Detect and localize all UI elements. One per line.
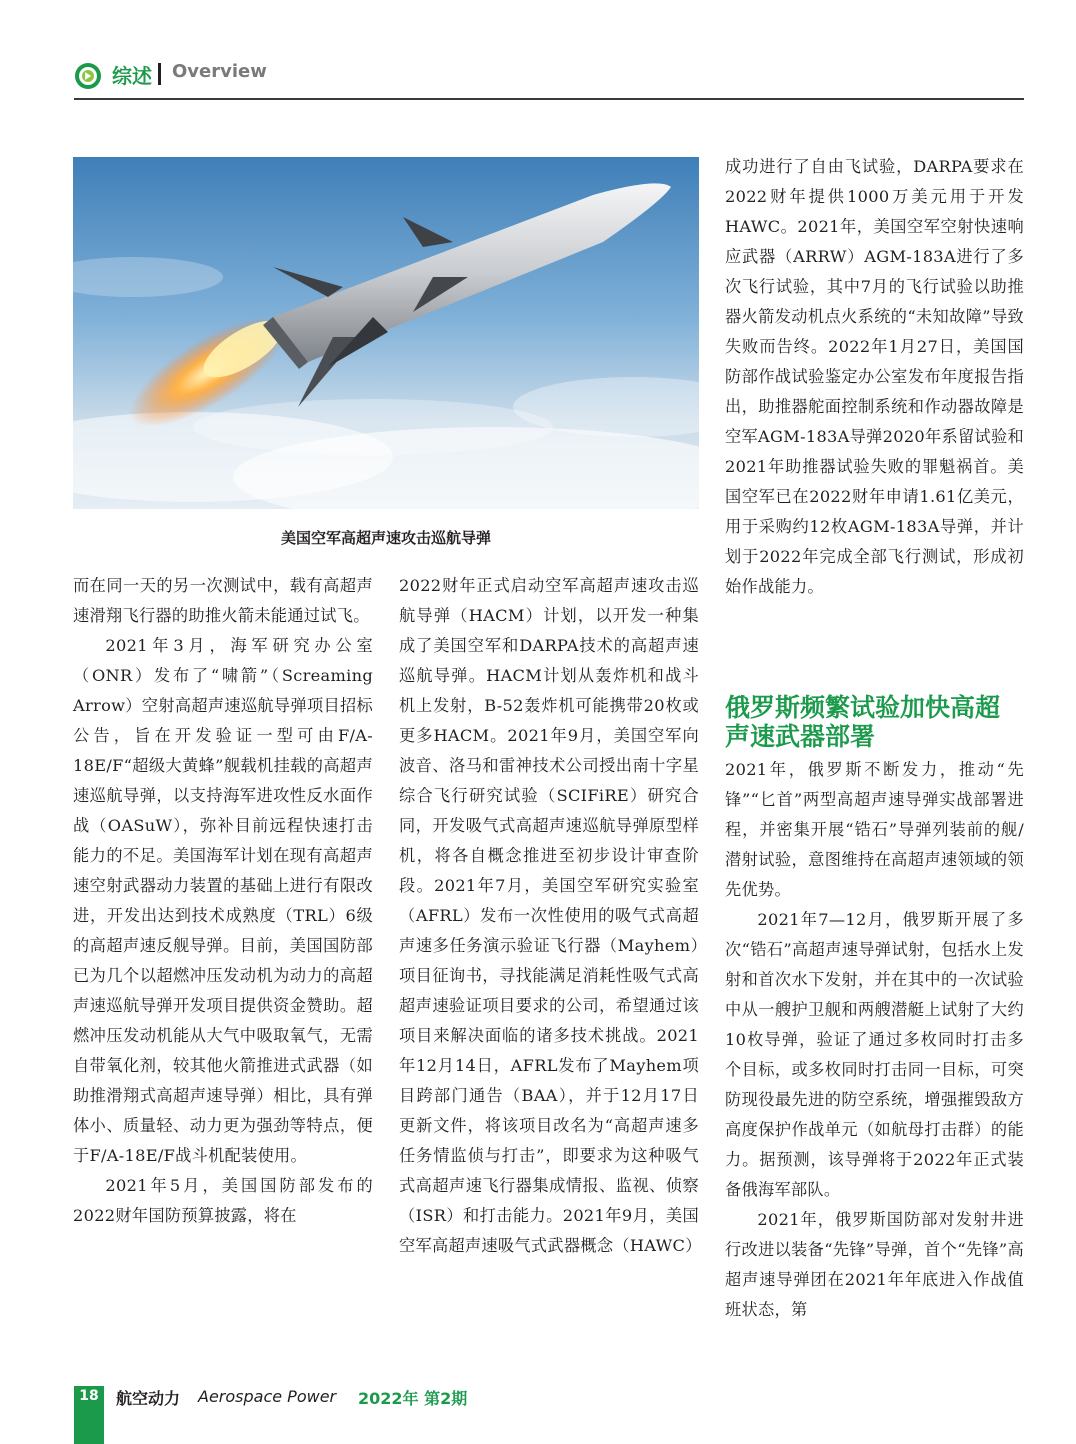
section-heading: 俄罗斯频繁试验加快高超声速武器部署 xyxy=(725,693,1001,751)
paragraph: 2021年，俄罗斯国防部对发射井进行改进以装备“先锋”导弹，首个“先锋”高超声速导弹团在2021年年底进入作战值班状态，第 xyxy=(725,1210,1024,1319)
paragraph: 而在同一天的另一次测试中，载有高超声速滑翔飞行器的助推火箭未能通过试飞。 xyxy=(73,576,373,625)
text-column-3-bottom xyxy=(725,755,1024,1325)
section-name-cn: 综述 xyxy=(112,64,152,88)
text-column-2 xyxy=(399,571,702,1261)
paragraph: 2022财年正式启动空军高超声速攻击巡航导弹（HACM）计划，以开发一种集成了美国空军和DARPA技术的高超声速巡航导弹。HACM计划从轰炸机和战斗机上发射，B-52轰炸机可能携带20枚或更多HACM。2021年9月，美国空军向波音、洛马和雷神技术公司授出南十字星综合飞行研究试验（SCIFiRE）研究合同，开发吸气式高超声速巡航导弹原型样机，将各自概念推进至初步设计审查阶段。2021年7月，美国空军研究实验室（AFRL）发布一次性使用的吸气式高超声速多任务演示验证飞行器（Mayhem）项目征询书，寻找能满足消耗性吸气式高超声速验证项目要求的公司，希望通过该项目来解决面临的诸多技术挑战。2021年12月14日，AFRL发布了Mayhem项目跨部门通告（BAA），并于12月17日更新文件，将该项目改名为“高超声速多任务情监侦与打击”，即要求为这种吸气式高超声速飞行器集成情报、监视、侦察（ISR）和打击能力。2021年9月，美国空军高超声速吸气式武器概念（HAWC） xyxy=(399,576,702,1255)
text-column-1 xyxy=(73,571,373,1231)
missile-illustration xyxy=(73,157,699,509)
paragraph: 2021年5月，美国国防部发布的2022财年国防预算披露，将在 xyxy=(73,1176,373,1225)
header-separator xyxy=(158,63,161,85)
journal-name-en: Aerospace Power xyxy=(198,1387,337,1406)
page-header xyxy=(74,58,1024,98)
paragraph: 2021年3月，海军研究办公室（ONR）发布了“啸箭”（Screaming Arrow）空射高超声速巡航导弹项目招标公告，旨在开发验证一型可由F/A-18E/F“超级大黄蜂”舰载机挂载的高超声速巡航导弹，以支持海军进攻性反水面作战（OASuW），弥补目前远程快速打击能力的不足。美国海军计划在现有高超声速空射武器动力装置的基础上进行有限改进，开发出达到技术成熟度（TRL）6级的高超声速反舰导弹。目前，美国国防部已为几个以超燃冲压发动机为动力的高超声速巡航导弹开发项目提供资金赞助。超燃冲压发动机能从大气中吸取氧气，无需自带氧化剂，较其他火箭推进式武器（如助推滑翔式高超声速导弹）相比，具有弹体小、质量轻、动力更为强劲等特点，便于F/A-18E/F战斗机配装使用。 xyxy=(73,636,373,1165)
paragraph: 2021年，俄罗斯不断发力，推动“先锋”“匕首”两型高超声速导弹实战部署进程，并密集开展“锆石”导弹列装前的舰/潜射试验，意图维持在高超声速领域的领先优势。 xyxy=(725,760,1024,899)
journal-name-cn: 航空动力 xyxy=(116,1389,181,1408)
section-logo-icon xyxy=(74,62,102,90)
missile-photo xyxy=(73,157,699,509)
section-name-en: Overview xyxy=(172,61,267,82)
paragraph: 成功进行了自由飞试验，DARPA要求在2022财年提供1000万美元用于开发HAWC。2021年，美国空军空射快速响应武器（ARRW）AGM-183A进行了多次飞行试验，其中7月的飞行试验以助推器火箭发动机点火系统的“未知故障”导致失败而告终。2022年1月27日，美国国防部作战试验鉴定办公室发布年度报告指出，助推器舵面控制系统和作动器故障是空军AGM-183A导弹2020年系留试验和2021年助推器试验失败的罪魁祸首。美国空军已在2022财年申请1.61亿美元，用于采购约12枚AGM-183A导弹，并计划于2022年完成全部飞行测试，形成初始作战能力。 xyxy=(725,157,1024,596)
issue-label: 2022年 第2期 xyxy=(358,1389,468,1408)
page-number: 18 xyxy=(79,1388,99,1404)
figure-caption: 美国空军高超声速攻击巡航导弹 xyxy=(280,529,491,547)
text-column-3-top xyxy=(725,152,1024,602)
paragraph: 2021年7—12月，俄罗斯开展了多次“锆石”高超声速导弹试射，包括水上发射和首次水下发射，并在其中的一次试验中从一艘护卫舰和两艘潜艇上试射了大约10枚导弹，验证了通过多枚同时打击多个目标，或多枚同时打击同一目标，可突防现役最先进的防空系统，增强摧毁敌方高度保护作战单元（如航母打击群）的能力。据预测，该导弹将于2022年正式装备俄海军部队。 xyxy=(725,910,1024,1199)
header-rule xyxy=(74,98,1024,100)
